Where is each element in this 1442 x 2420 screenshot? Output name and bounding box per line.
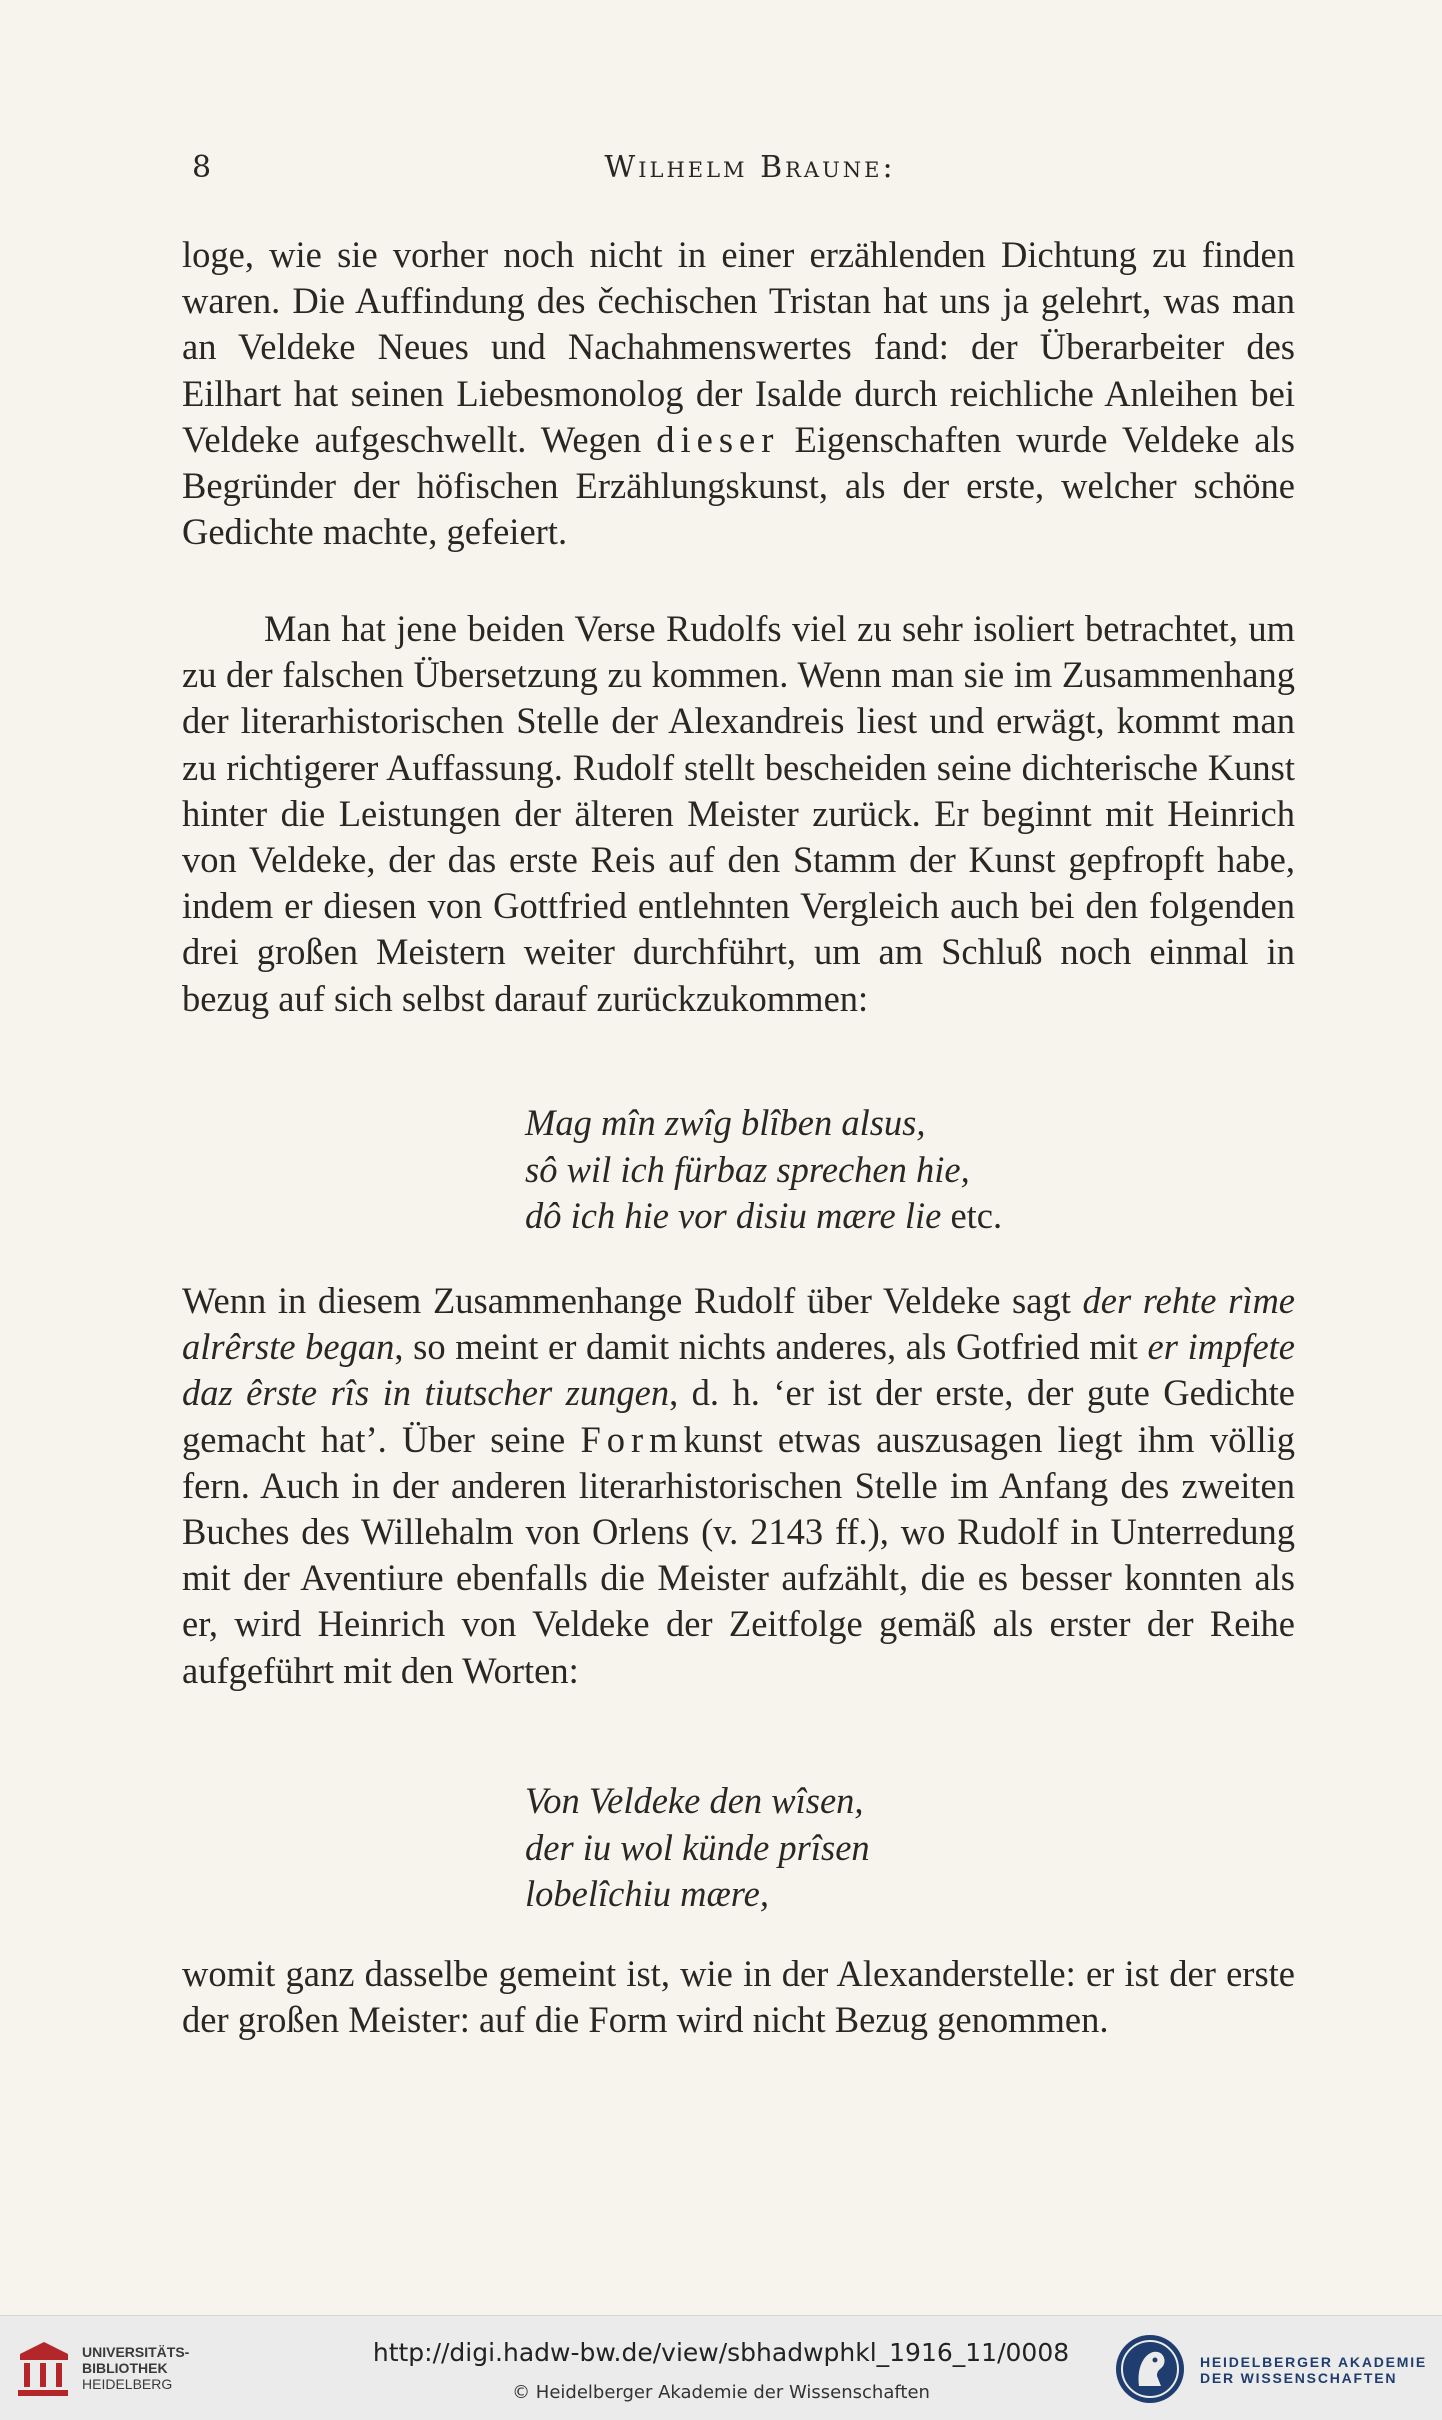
verse-line: der iu wol künde prîsen [525, 1826, 870, 1868]
copyright-notice: © Heidelberger Akademie der Wissenschaften [512, 2382, 930, 2403]
paragraph-3 [182, 1278, 1295, 1694]
paragraph-text: Man hat jene beiden Verse Rudolfs viel zu sehr isoliert betrachtet, um zu der falschen Übersetzung zu kommen. Wenn man sie im Zusammenhang der literarhistorischen Stelle der Alexandreis liest und erwägt, kommt man zu richtigerer Auffassung. Rudolf stellt bescheiden seine dichterische Kunst hinter die Leistungen der älteren Meister zurück. Er beginnt mit Heinrich von Veldeke, der das erste Reis auf den Stamm der Kunst gepfropft habe, indem er diesen von Gottfried entlehnten Vergleich auch bei den folgenden drei großen Meistern weiter durchführt, um am Schluß noch einmal in bezug auf sich selbst darauf zurückzukommen: [182, 608, 1295, 1019]
paragraph-4 [182, 1951, 1295, 2043]
academy-name-line: DER WISSENSCHAFTEN [1200, 2370, 1398, 2386]
verse-line: Mag mîn zwîg blîben alsus, [525, 1102, 926, 1143]
academy-name-line: HEIDELBERGER AKADEMIE [1200, 2354, 1428, 2370]
academy-name [1200, 2354, 1427, 2386]
verse-line: Von Veldeke den wîsen, [525, 1780, 864, 1821]
footer-bar [0, 2315, 1442, 2420]
paragraph-text: , so meint er damit nichts anderes, als Gotfried mit [394, 1326, 1148, 1368]
academy-seal-icon [1113, 2332, 1187, 2406]
library-name-line: HEIDELBERG [82, 2376, 173, 2392]
paragraph-text: kunst etwas auszusagen liegt ihm völlig fern. Auch in der anderen literarhistorischen Stelle im Anfang des zweiten Buches des Willehalm von Orlens (v. 2143 ff.), wo Rudolf in Unterredung mit der Aventiure ebenfalls die Meister aufzählt, die es besser konnten als er, wird Heinrich von Veldeke der Zeitfolge gemäß als erster der Reihe aufgeführt mit den Worten: [182, 1418, 1295, 1691]
verse-quote-1 [525, 1100, 1002, 1240]
paragraph-1 [182, 232, 1295, 555]
paragraph-text: womit ganz dasselbe gemeint ist, wie in der Alexanderstelle: er ist der erste der großen Meister: auf die Form wird nicht Bezug genommen. [182, 1953, 1295, 2041]
quotation: er impfete daz êrste rîs in tiutscher zungen [182, 1326, 1296, 1414]
page-number: 8 [192, 150, 212, 185]
running-head: Wilhelm Braune: [604, 150, 896, 185]
verse-line: sô wil ich fürbaz sprechen hie, [525, 1148, 970, 1190]
quotation: der rehte rìme alrêrste began [182, 1280, 1296, 1368]
paragraph-text: , d. h. ‘er ist der erste, der gute Gedichte gemacht hat’. Über seine [182, 1372, 1295, 1460]
permalink-url[interactable]: http://digi.hadw-bw.de/view/sbhadwphkl_1916_11/0008 [372, 2338, 1070, 2367]
emphasized-word: Form [580, 1418, 684, 1460]
paragraph-text: loge, wie sie vorher noch nicht in einer erzählenden Dichtung zu finden waren. Die Auffindung des čechischen Tristan hat uns ja gelehrt, was man an Veldeke Neues und Nachahmenswertes fand: der Überarbeiter des Eilhart hat seinen Liebesmonolog der Isalde durch reichliche Anleihen bei Veldeke aufgeschwellt. Wegen [182, 234, 1295, 460]
verse-line: lobelîchiu mære, [525, 1873, 769, 1914]
emphasized-word: dieser [656, 418, 780, 460]
library-name-line: BIBLIOTHEK [82, 2360, 168, 2376]
verse-line: dô ich hie vor disiu mære lie [525, 1195, 942, 1236]
library-name-line: UNIVERSITÄTS- [82, 2344, 190, 2360]
verse-suffix: etc. [941, 1195, 1003, 1236]
verse-quote-2 [525, 1778, 870, 1918]
page-header [182, 150, 1318, 190]
paragraph-text: Wenn in diesem Zusammenhange Rudolf über Veldeke sagt [182, 1280, 1083, 1321]
paragraph-text: Eigenschaften wurde Veldeke als Begründer der höfischen Erzählungskunst, als der erste, welcher schöne Gedichte machte, gefeiert. [182, 418, 1295, 553]
paragraph-2 [182, 606, 1295, 1022]
